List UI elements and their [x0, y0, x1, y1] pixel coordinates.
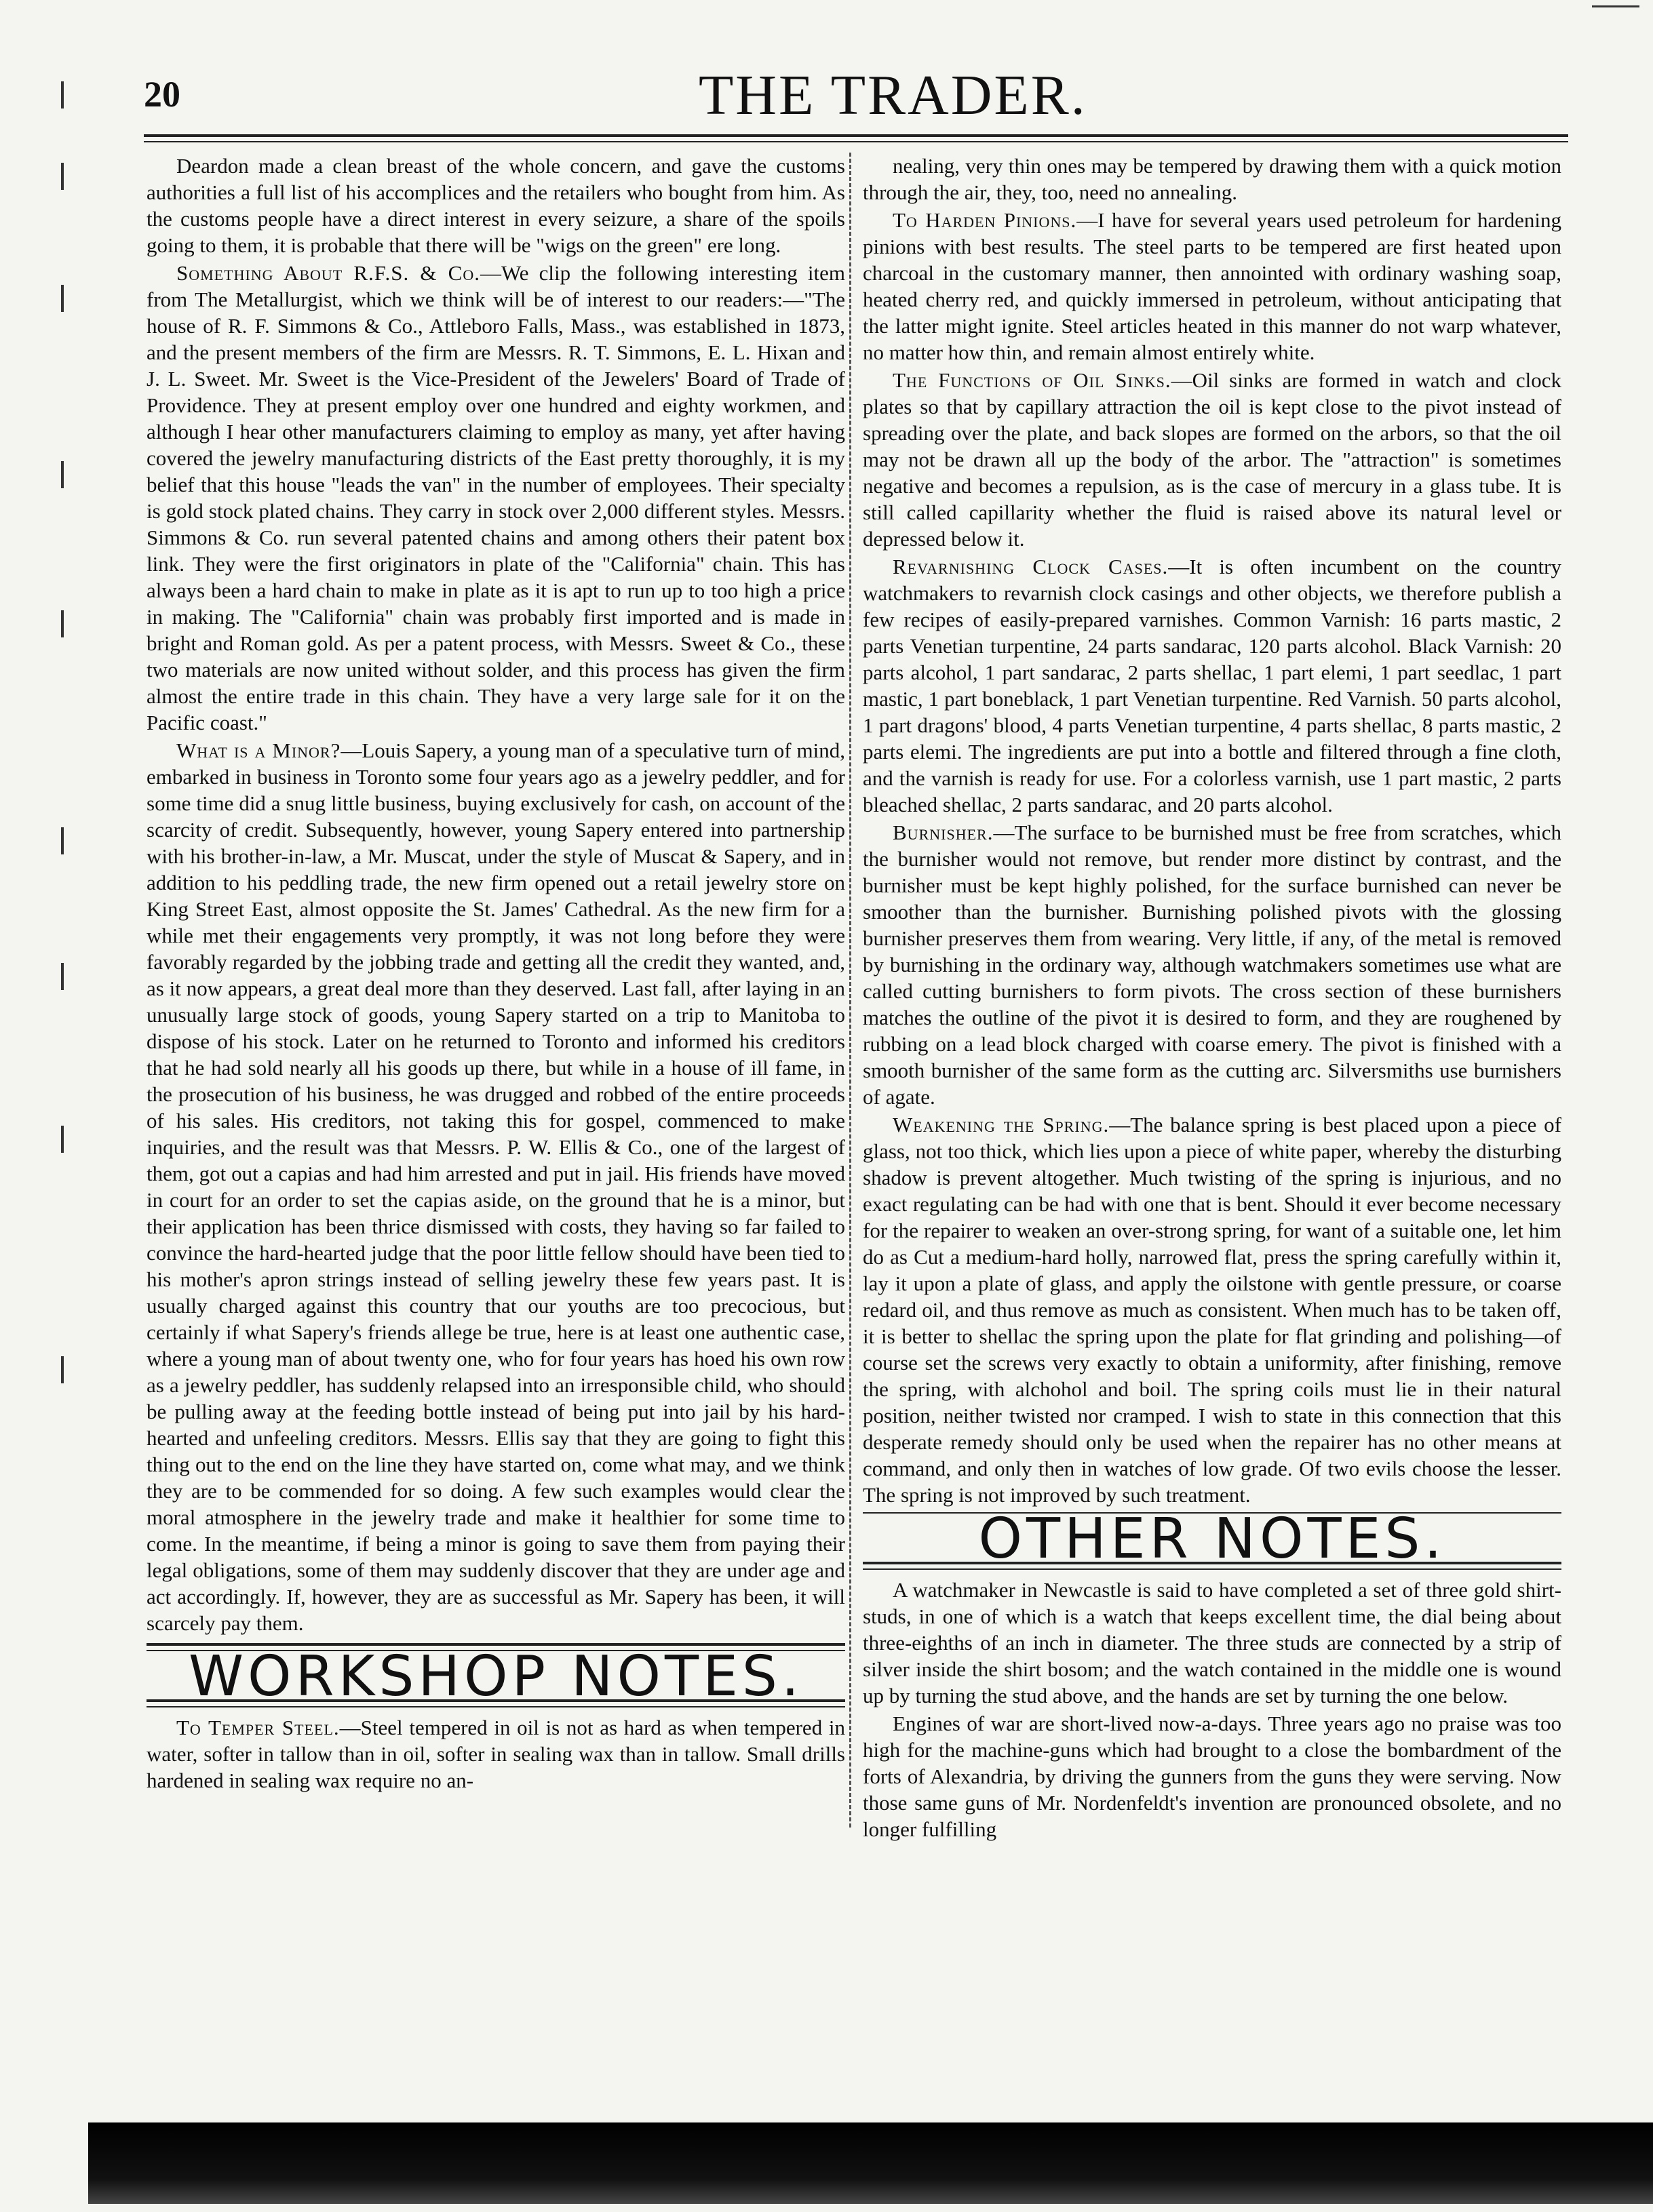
other-notes-heading: OTHER NOTES. — [978, 1507, 1446, 1571]
header-rule — [144, 134, 1568, 137]
other-notes-paragraphs — [863, 1577, 1561, 1842]
paragraph-lead: Burnisher. — [893, 821, 994, 844]
paragraph — [863, 153, 1561, 205]
paragraph-text: —Steel tempered in oil is not as hard as when tempered in water, softer in tallow than in oil, softer in sealing wax than in tallow. Small drills hardened in sealing wax require no an- — [147, 1716, 845, 1792]
running-title: THE TRADER. — [699, 64, 1087, 127]
paragraph-text: nealing, very thin ones may be tempered by drawing them with a quick motion through the air, they, too, need no annealing. — [863, 154, 1561, 204]
paragraph-lead: Revarnishing Clock Cases. — [893, 555, 1169, 578]
paragraph-text: —The surface to be burnished must be free from scratches, which the burnisher would not remove, but render more distinct by contrast, and the burnisher must be kept highly polished, for the surface burnished can never be smoother than the burnisher. Burnishing polished pivots with the glossing burnisher preserves them from wearing. Very little, if any, of the metal is removed by burnishing in the ordinary way, although watchmakers sometimes use what are called cutting burnishers to form pivots. The cross section of these burnishers matches the outline of the pivot it is desired to form, and they are roughened by rubbing on a lead block charged with coarse emery. The pivot is finished with a smooth burnisher of the same form as the cutting arc. Silversmiths use burnishers of agate. — [863, 821, 1561, 1109]
paragraph — [863, 1577, 1561, 1709]
paragraph — [147, 1714, 845, 1794]
scan-edge-band — [88, 2122, 1653, 2204]
paragraph-text: —It is often incumbent on the country watchmakers to revarnish clock casings and other objects, we therefore publish a few recipes of easily-prepared varnishes. Common Varnish: 16 parts mastic, 2 parts Venetian turpentine, 24 parts sandarac, 120 parts alcohol. Black Varnish: 20 parts alcohol, 1 part sandarac, 2 parts shellac, 1 part elemi, 1 part seedlac, 1 part mastic, 1 part boneblack, 1 part Venetian turpentine. Red Varnish. 50 parts alcohol, 1 part dragons' blood, 4 parts Venetian turpentine, 4 parts shellac, 8 parts mastic, 2 parts elemi. The ingredients are put into a bottle and filtered through a fine cloth, and the varnish is ready for use. For a colorless varnish, use 1 part mastic, 2 parts bleached shellac, 2 parts sandarac, and 20 parts alcohol. — [863, 555, 1561, 816]
paragraph-lead: To Harden Pinions. — [893, 208, 1077, 232]
paragraph — [863, 367, 1561, 552]
workshop-notes-heading: WORKSHOP NOTES. — [188, 1644, 804, 1709]
column-divider — [849, 153, 851, 1828]
right-column — [863, 153, 1561, 1842]
paragraph — [147, 153, 845, 258]
paragraph-lead: Something About R.F.S. & Co. — [176, 261, 480, 285]
paragraph-text: Deardon made a clean breast of the whole concern, and gave the customs authorities a full list of his accomplices and the retailers who bought from him. As the customs people have a direct interest in every seizure, a share of the spoils going to them, it is probable that there will be "wigs on the green" ere long. — [147, 154, 845, 257]
paragraph — [863, 819, 1561, 1110]
header-rule-thin — [144, 141, 1568, 142]
left-column — [147, 153, 845, 1794]
paragraph — [863, 207, 1561, 366]
paragraph-lead: Weakening the Spring. — [893, 1113, 1110, 1137]
workshop-notes-paragraphs — [147, 1714, 845, 1794]
paragraph-lead: What is a Minor? — [176, 738, 341, 762]
paragraph — [863, 553, 1561, 818]
corner-mark — [1592, 5, 1639, 7]
paragraph-text: —I have for several years used petroleum for hardening pinions with best results. The steel parts to be tempered are first heated upon charcoal in the customary manner, then annointed with ordinary washing soap, heated cherry red, and quickly immersed in petroleum, without anticipating that the latter might ignite. Steel articles heated in this manner do not warp whatever, no matter how thin, and remain almost entirely white. — [863, 208, 1561, 364]
paragraph-lead: To Temper Steel. — [176, 1716, 340, 1739]
paragraph-text: —Oil sinks are formed in watch and clock plates so that by capillary attraction the oil is kept close to the pivot instead of spreading over the plate, and back slopes are formed on the arbors, so that the oil may not be drawn all up the body of the arbor. The "attraction" is sometimes negative and becomes a repulsion, as is the case of mercury in a glass tube. It is still called capillarity whether the fluid is raised above its natural level or depressed below it. — [863, 368, 1561, 551]
paragraph-text: Engines of war are short-lived now-a-days. Three years ago no praise was too high for the machine-guns which had brought to a close the bombardment of the forts of Alexandria, by driving the gunners from the guns they were serving. Now those same guns of Mr. Nordenfeldt's invention are pronounced obsolete, and no longer fulfilling — [863, 1712, 1561, 1841]
paragraph-lead: The Functions of Oil Sinks. — [893, 368, 1171, 392]
paragraph — [863, 1710, 1561, 1842]
paragraph-text: —We clip the following interesting item from The Metallurgist, which we think will be of interest to our readers:—"The house of R. F. Simmons & Co., Attleboro Falls, Mass., was established in 1873, and the present members of the firm are Messrs. R. T. Simmons, E. L. Hixan and J. L. Sweet. Mr. Sweet is the Vice-President of the Jewelers' Board of Trade of Providence. They at present employ over one hundred and eighty workmen, and although I hear other manufacturers claiming to employ as many, yet after having covered the jewelry manufacturing districts of the East pretty thoroughly, it is my belief that this house "leads the van" in the number of employees. Their specialty is gold stock plated chains. They carry in stock over 2,000 different styles. Messrs. Simmons & Co. run several patented chains and among others their patent box link. They were the first originators in plate of the "California" chain. This has always been a hard chain to make in plate as it is apt to run up to too high a price in making. The "California" chain was probably first imported and is made in bright and Roman gold. As per a patent process, with Messrs. Sweet & Co., these two materials are now united without solder, and this process has given the firm almost the entire trade in this chain. They have a very large sale for it on the Pacific coast." — [147, 261, 845, 734]
paragraph — [863, 1111, 1561, 1508]
paragraph — [147, 737, 845, 1636]
paragraph-text: A watchmaker in Newcastle is said to have completed a set of three gold shirt-studs, in one of which is a watch that keeps excellent time, the dial being about three-eighths of an inch in diameter. The three studs are connected by a strip of silver inside the shirt bosom; and the watch contained in the middle one is wound up by turning the stud above, and the hands are set by turning the one below. — [863, 1578, 1561, 1707]
page-number: 20 — [144, 74, 180, 115]
paragraph-text: —Louis Sapery, a young man of a speculative turn of mind, embarked in business in Toronto some four years ago as a jewelry peddler, and for some time did a snug little business, buying exclusively for cash, on account of the scarcity of credit. Subsequently, however, young Sapery entered into partnership with his brother-in-law, a Mr. Muscat, under the style of Muscat & Sapery, and in addition to his peddling trade, the new firm opened out a retail jewelry store on King Street East, almost opposite the St. James' Cathedral. As the new firm for a while met their engagements very promptly, it was not long before they were favorably regarded by the jobbing trade and getting all the credit they wanted, and, as it now appears, a great deal more than they deserved. Last fall, after laying in an unusually large stock of goods, young Sapery started on a trip to Manitoba to dispose of his stock. Later on he returned to Toronto and informed his creditors that he had sold nearly all his goods up there, but while in a house of ill fame, in the prosecution of his business, he was drugged and robbed of the entire proceeds of his sales. His creditors, not taking this for gospel, commenced to make inquiries, and the result was that Messrs. P. W. Ellis & Co., one of the largest of them, got out a capias and had him arrested and put in jail. His friends have moved in court for an order to set the capias aside, on the ground that he is a minor, but their application has been thrice dismissed with costs, they having so far failed to convince the hard-hearted judge that the poor little fellow should have been tied to his mother's apron strings instead of selling jewelry these few years past. It is usually charged against this country that our youths are too precocious, but certainly if what Sapery's friends allege be true, here is at least one authentic case, where a young man of about twenty one, who for four years has hoed his own row as a jewelry peddler, has suddenly relapsed into an irresponsible child, who should be pulling away at the feeding bottle instead of being put into jail by his hard-hearted and unfeeling creditors. Messrs. Ellis say that they are going to fight this thing out to the end on the line they have started on, come what may, and we think they are to be commended for so doing. A few such examples would clear the moral atmosphere in the jewelry trade and make it healthier for some time to come. In the meantime, if being a minor is going to save them from paying their legal obligations, some of them may suddenly discover that they are under age and act accordingly. If, however, they are as successful as Mr. Sapery has been, it will scarcely pay them. — [147, 738, 845, 1635]
margin-marks — [47, 81, 88, 1505]
paragraph-text: —The balance spring is best placed upon a piece of glass, not too thick, which lies upon a piece of white paper, whereby the disturbing shadow is prevent altogether. Much twisting of the spring is injurious, and no exact regulating can be had with one that is bent. Should it ever become necessary for the repairer to weaken an over-strong spring, for want of a suitable one, let him do as Cut a medium-hard holly, narrowed flat, press the spring carefully within it, lay it upon a plate of glass, and apply the oilstone with gentle pressure, or coarse redard oil, and thus remove as much as consistent. When much has to be taken off, it is better to shellac the spring upon the plate for flat grinding and polishing—of course set the screws very exactly to obtain a uniformity, after finishing, remove the spring, with alchohol and boil. The spring coils must lie in their natural position, neither twisted nor cramped. I wish to state in this connection that this desperate remedy should only be used when the repairer has no other means at command, and only then in watches of low grade. Of two evils choose the lesser. The spring is not improved by such treatment. — [863, 1113, 1561, 1507]
right-paragraphs — [863, 153, 1561, 1508]
left-paragraphs — [147, 153, 845, 1636]
paragraph — [147, 260, 845, 736]
